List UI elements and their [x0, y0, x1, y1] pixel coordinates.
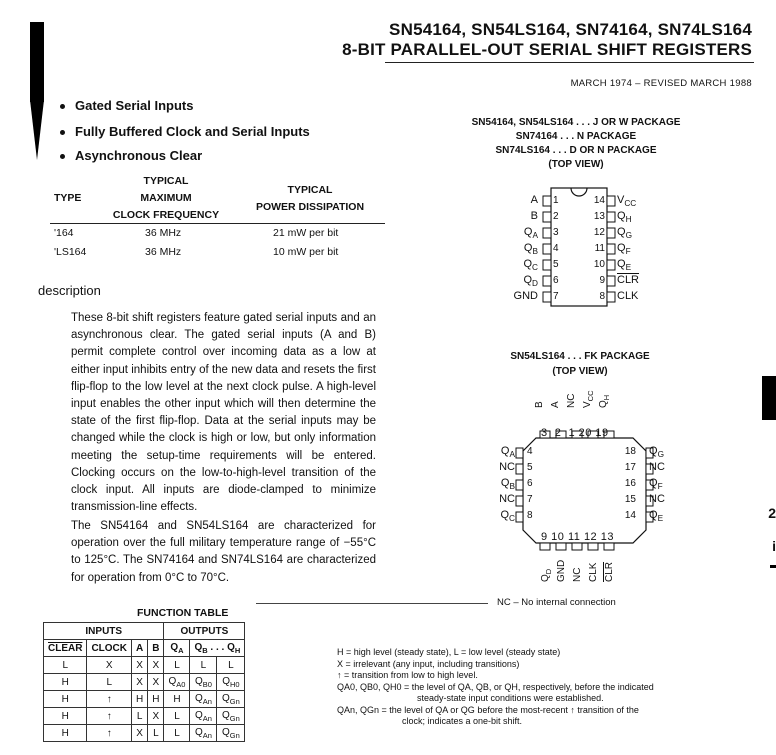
table-cell: X: [132, 725, 148, 742]
dip-pin-label: A: [530, 194, 538, 206]
dip-pin-label: GND: [513, 290, 538, 302]
dip-pin-number: 2: [553, 211, 559, 222]
dip-pin-number: 1: [553, 195, 559, 206]
dip-pin-number: 6: [553, 275, 559, 286]
dip-pin-number: 4: [553, 243, 559, 254]
fk-bottom-pin-label: CLK: [588, 562, 599, 582]
temperature-paragraph: The SN54164 and SN54LS164 are characterized for operation over the full military temperature range of −55°C to 125°C. The SN74164 and SN74LS164 are characterized for operation from 0°C to 70°C.: [71, 520, 376, 584]
table-cell: H: [44, 691, 87, 708]
fk-bottom-pin-label: $Q_D$: [540, 568, 553, 582]
fk-pin-label: NC: [649, 493, 665, 505]
doc-title-line2: 8-BIT PARALLEL-OUT SERIAL SHIFT REGISTERS: [342, 40, 752, 59]
fk-bottom-pin-label: GND: [556, 559, 567, 582]
table-cell: $Q_{An}$: [190, 691, 217, 708]
dip-pin-number: 10: [593, 259, 605, 270]
dip-pin-label: CLK: [617, 290, 639, 302]
function-table-header: A: [132, 640, 148, 657]
inputs-group-header: INPUTS: [44, 623, 164, 640]
fk-bottom-pin-numbers: 9 10 11 12 13: [541, 531, 614, 543]
freq-cell: 36 MHz: [145, 227, 182, 239]
freq-cell: 36 MHz: [145, 246, 182, 258]
power-header: TYPICAL POWER DISSIPATION: [255, 184, 365, 213]
table-cell: L: [190, 657, 217, 674]
table-cell: L: [44, 657, 87, 674]
dip-pin-number: 9: [599, 275, 605, 286]
fk-pin-number: 4: [527, 446, 533, 457]
function-table-header: $Q_A$: [164, 640, 190, 657]
dip-pin-label: $Q_B$: [523, 242, 538, 257]
function-table: [43, 622, 245, 742]
table-cell: L: [87, 674, 132, 691]
table-cell: X: [132, 674, 148, 691]
revision-date: MARCH 1974 – REVISED MARCH 1988: [570, 78, 752, 89]
legend-line: ↑ = transition from low to high level.: [337, 670, 478, 680]
table-cell: L: [164, 708, 190, 725]
fk-top-pin-label: $Q_H$: [598, 394, 611, 408]
page-marker-tip: [30, 100, 44, 160]
table-cell: ↑: [87, 708, 132, 725]
table-cell: L: [164, 657, 190, 674]
dip-pin-number: 3: [553, 227, 559, 238]
fk-pin-number: 6: [527, 478, 533, 489]
table-row: [44, 674, 245, 691]
type-header: TYPE: [54, 192, 82, 204]
dip-pin-number: 7: [553, 291, 559, 302]
nc-note: NC – No internal connection: [497, 597, 616, 608]
table-cell: $Q_{Gn}$: [217, 691, 245, 708]
dip-pin-number: 14: [593, 195, 605, 206]
fk-top-pin-label: B: [534, 401, 545, 408]
table-cell: $Q_{B0}$: [190, 674, 217, 691]
table-cell: H: [132, 691, 148, 708]
legend-line: steady-state input conditions were established.: [417, 693, 604, 703]
legend-line: X = irrelevant (any input, including transitions): [337, 658, 520, 669]
section-tab-marker: [762, 376, 776, 420]
table-cell: X: [148, 674, 164, 691]
table-cell: H: [164, 691, 190, 708]
table-cell: L: [217, 657, 245, 674]
table-row: [44, 708, 245, 725]
outputs-group-header: OUTPUTS: [164, 623, 245, 640]
function-table-header: CLOCK: [87, 640, 132, 657]
power-cell: 21 mW per bit: [273, 227, 339, 239]
table-cell: X: [148, 708, 164, 725]
dip-pin-number: 12: [593, 227, 605, 238]
edge-text: 2: [768, 505, 776, 521]
fk-top-pin-label: A: [550, 401, 561, 408]
legend-line: clock; indicates a one-bit shift.: [402, 716, 523, 726]
table-cell: ↑: [87, 691, 132, 708]
table-cell: L: [132, 708, 148, 725]
table-cell: H: [44, 674, 87, 691]
fk-pin-label: NC: [649, 461, 665, 473]
power-cell: 10 mW per bit: [273, 246, 339, 258]
legend-line: QAn, QGn = the level of QA or QG before the most-recent ↑ transition of the: [337, 704, 639, 715]
table-cell: $Q_{H0}$: [217, 674, 245, 691]
description-paragraph: These 8-bit shift registers feature gated serial inputs and an asynchronous clear. The gated serial inputs (A and B) permit complete control over incoming data as a low at either input inhibits entry of the new data and resets the first flip-flop to the low level at the next clock pulse. A high-level input enables the other input which will then determine the state of the first flip-flop. Data at the serial inputs may be changed while the clock is high or low, but only information meeting the setup-time requirements will be entered. Clocking occurs on the low-to-high-level transition of the clock input. All inputs are diode-clamped to minimize transmission-line effects.: [71, 312, 376, 514]
dip-pin-label: $Q_H$: [617, 210, 632, 225]
dip-pin-label: $V_{CC}$: [617, 194, 637, 209]
dip-pin-label: $Q_C$: [523, 258, 538, 273]
table-cell: $Q_{A0}$: [164, 674, 190, 691]
table-cell: X: [148, 657, 164, 674]
fk-bottom-pin-label: NC: [572, 567, 583, 582]
doc-title-line1: SN54164, SN54LS164, SN74164, SN74LS164: [389, 20, 752, 39]
fk-pin-label: NC: [499, 461, 515, 473]
type-table-rule: [50, 223, 385, 224]
fk-bottom-pin-label: $\overline{CLR}$: [604, 561, 615, 582]
feature-item: Asynchronous Clear: [60, 148, 202, 163]
table-row: [44, 691, 245, 708]
fk-pin-number: 8: [527, 510, 533, 521]
edge-text: i: [772, 538, 776, 554]
fk-top-pin-label: NC: [566, 393, 577, 408]
fk-pin-number: 17: [624, 462, 636, 473]
edge-mark: [770, 565, 776, 568]
fk-top-pin-label: $V_{CC}$: [582, 390, 595, 408]
fk-pin-label: $Q_F$: [649, 477, 663, 492]
dip-pin-label: B: [530, 210, 538, 222]
dip-pin-number: 11: [594, 243, 605, 254]
table-cell: $Q_{Gn}$: [217, 708, 245, 725]
fk-top-pin-numbers: 3 2 1 20 19: [541, 427, 609, 439]
legend-line: QA0, QB0, QH0 = the level of QA, QB, or QH, respectively, before the indicated: [337, 681, 654, 692]
fk-pin-number: 18: [624, 446, 636, 457]
feature-item: Fully Buffered Clock and Serial Inputs: [60, 124, 310, 139]
table-cell: L: [164, 725, 190, 742]
fk-pin-number: 15: [624, 494, 636, 505]
legend-line: H = high level (steady state), L = low level (steady state): [337, 647, 561, 657]
page-marker-bar: [30, 22, 44, 102]
package1-caption: SN54164, SN54LS164 . . . J OR W PACKAGE SN74164 . . . N PACKAGE SN74LS164 . . . D OR N PACKAGE (TOP VIEW): [471, 117, 681, 170]
title-rule: [385, 62, 754, 63]
fk-pin-number: 14: [624, 510, 636, 521]
dip-pin-label: $Q_D$: [523, 274, 538, 289]
package2-caption: SN54LS164 . . . FK PACKAGE (TOP VIEW): [510, 351, 650, 377]
fk-pin-number: 7: [527, 494, 533, 505]
fk-pin-label: $Q_E$: [649, 509, 664, 524]
fk-pin-number: 5: [527, 462, 533, 473]
table-cell: $Q_{An}$: [190, 725, 217, 742]
dip-pin-label: $\overline{CLR}$: [617, 274, 640, 286]
freq-header: TYPICAL MAXIMUM CLOCK FREQUENCY: [112, 175, 220, 221]
fk-pin-label: $Q_C$: [500, 509, 515, 524]
section-heading: description: [38, 283, 101, 298]
type-cell: '164: [54, 227, 74, 239]
dip-pin-label: $Q_A$: [523, 226, 538, 241]
fk-pin-label: $Q_A$: [500, 445, 515, 460]
function-table-header: $Q_B$ . . . $Q_H$: [190, 640, 245, 657]
table-cell: H: [44, 708, 87, 725]
table-cell: $Q_{Gn}$: [217, 725, 245, 742]
table-row: [44, 725, 245, 742]
function-table-title: FUNCTION TABLE: [137, 607, 229, 619]
dip-pin-label: $Q_F$: [617, 242, 631, 257]
table-cell: H: [44, 725, 87, 742]
table-cell: $Q_{An}$: [190, 708, 217, 725]
fk-pin-label: NC: [499, 493, 515, 505]
feature-item: Gated Serial Inputs: [60, 98, 193, 113]
table-cell: L: [148, 725, 164, 742]
table-cell: ↑: [87, 725, 132, 742]
dip-pin-number: 8: [599, 291, 605, 302]
function-table-header: B: [148, 640, 164, 657]
table-row: [44, 657, 245, 674]
table-cell: H: [148, 691, 164, 708]
type-cell: 'LS164: [54, 246, 87, 258]
fk-pin-label: $Q_G$: [649, 445, 664, 460]
legend: [337, 647, 654, 728]
table-cell: X: [132, 657, 148, 674]
table-cell: X: [87, 657, 132, 674]
dip-pin-number: 5: [553, 259, 559, 270]
fk-pin-label: $Q_B$: [500, 477, 515, 492]
fk-pin-number: 16: [624, 478, 636, 489]
dip-pin-label: $Q_G$: [617, 226, 632, 241]
dip-pin-number: 13: [593, 211, 605, 222]
function-table-header: CLEAR: [44, 640, 87, 657]
dip-pin-label: $Q_E$: [617, 258, 632, 273]
nc-note-rule: [256, 603, 488, 604]
